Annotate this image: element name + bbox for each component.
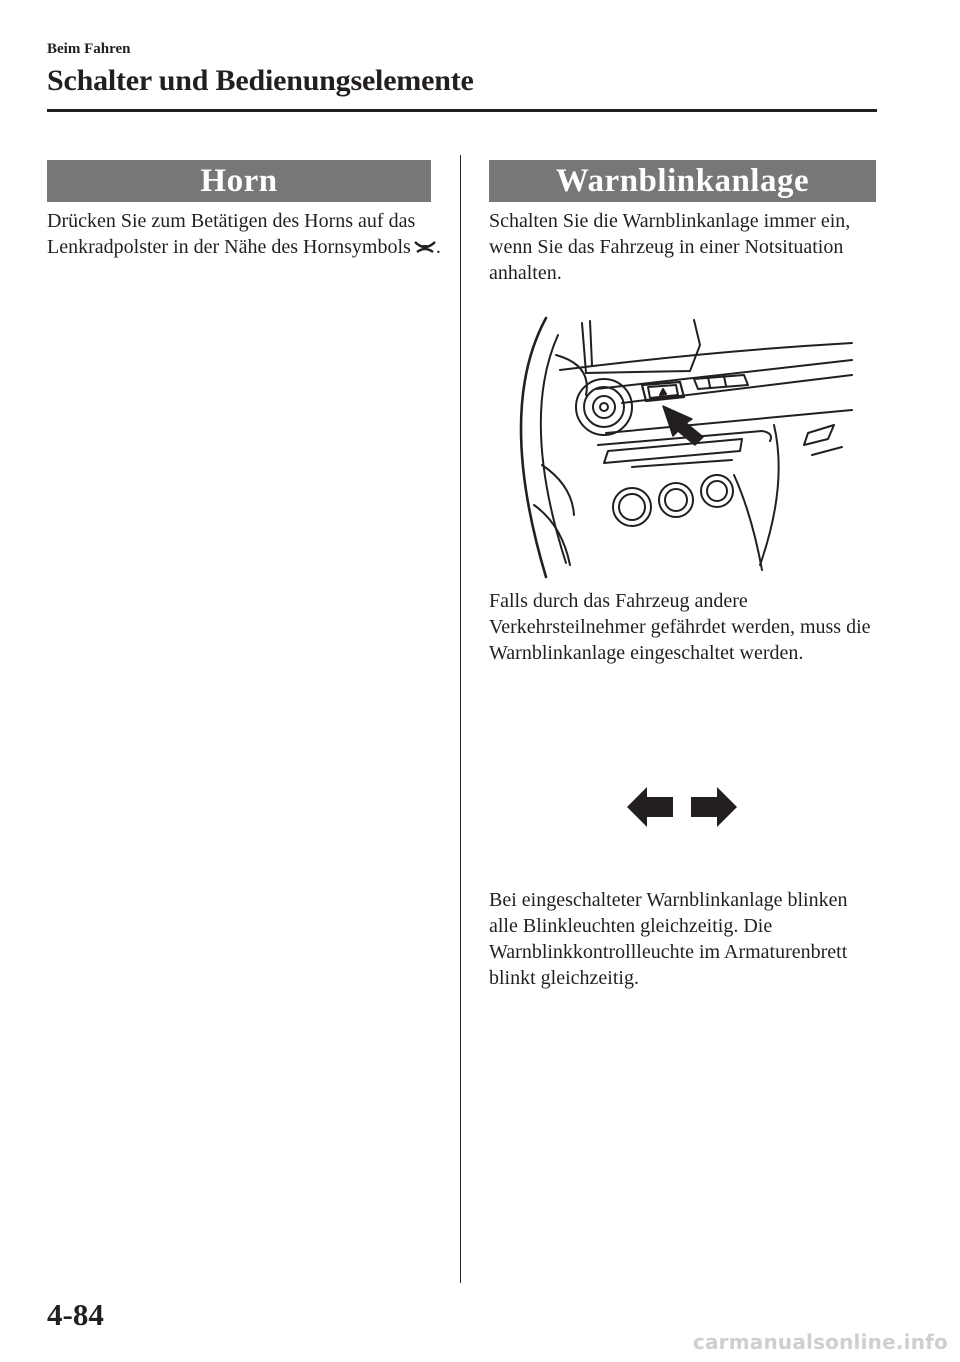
header-rule — [47, 109, 877, 112]
horn-text: Drücken Sie zum Betätigen des Horns auf das Lenkradpolster in der Nähe des Hornsymbols — [47, 210, 416, 258]
horn-paragraph — [47, 208, 447, 262]
turn-signal-arrows-icon — [627, 787, 737, 827]
watermark: carmanualsonline.info — [692, 1330, 948, 1354]
hazard-paragraph-3: Bei eingeschalteter Warnblinkanlage blinken alle Blinkleuchten gleichzeitig. Die Warnblinkkontrollleuchte im Armaturenbrett blinkt gleichzeitig. — [489, 889, 848, 989]
chapter-title: Schalter und Bedienungselemente — [47, 64, 474, 97]
hazard-paragraph-1: Schalten Sie die Warnblinkanlage immer ein, wenn Sie das Fahrzeug in einer Notsituation anhalten. — [489, 210, 851, 284]
horn-icon — [414, 236, 436, 262]
page-header — [47, 40, 877, 100]
dashboard-illustration — [512, 315, 858, 580]
horn-text-end: . — [435, 236, 441, 258]
hazard-heading: Warnblinkanlage — [489, 160, 876, 202]
horn-heading: Horn — [47, 160, 431, 202]
page-number: 4-84 — [47, 1297, 104, 1332]
hazard-paragraph-2: Falls durch das Fahrzeug andere Verkehrsteilnehmer gefährdet werden, muss die Warnblinkanlage eingeschaltet werden. — [489, 590, 871, 664]
column-divider — [460, 155, 461, 1283]
section-kicker: Beim Fahren — [47, 41, 131, 57]
